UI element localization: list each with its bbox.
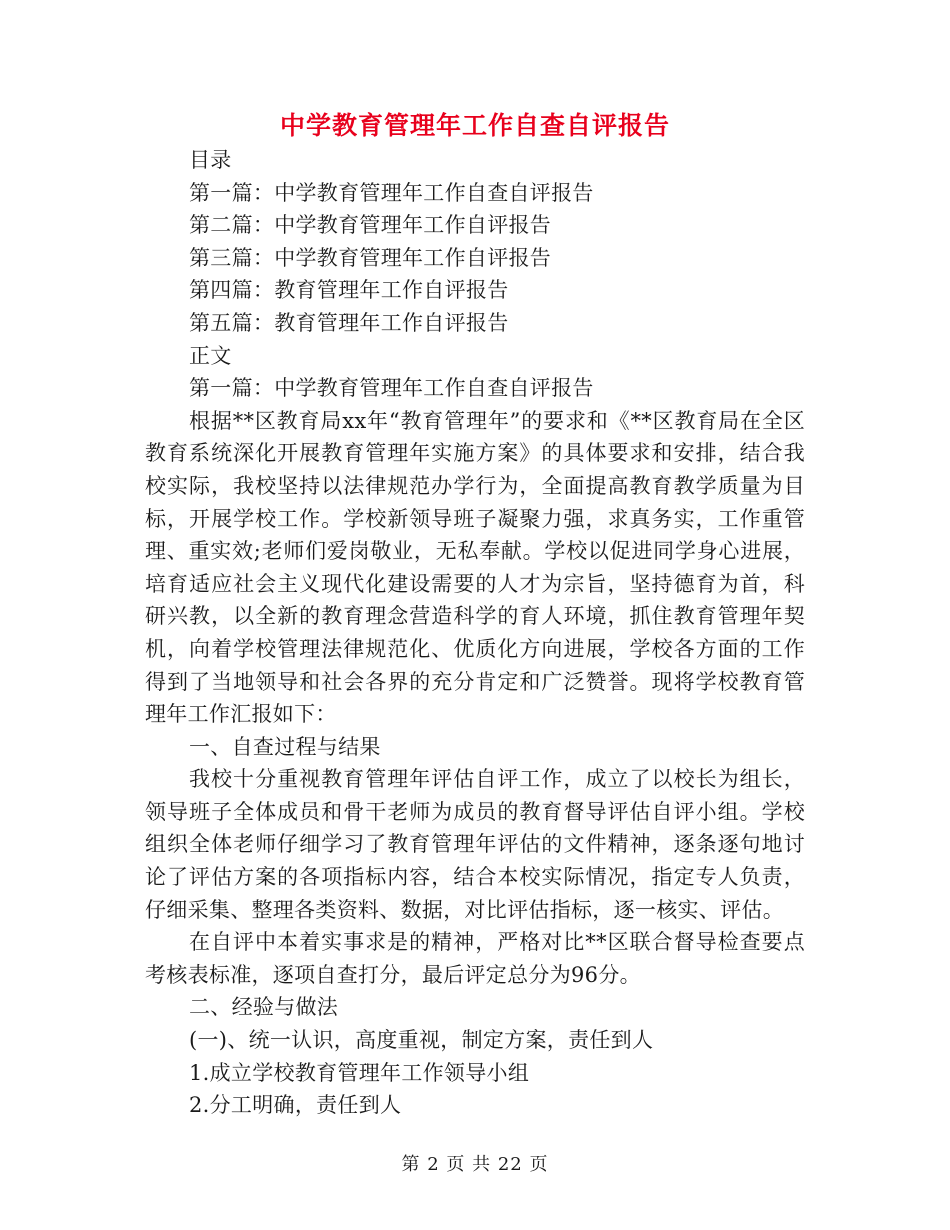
paragraph-intro: 根据**区教育局xx年“教育管理年”的要求和《**区教育局在全区教育系统深化开展教育管理年实施方案》的具体要求和安排，结合我校实际，我校坚持以法律规范办学行为，全面提高教育教学质量为目标，开展学校工作。学校新领导班子凝聚力强，求真务实，工作重管理、重实效;老师们爱岗敬业，无私奉献。学校以促进同学身心进展，培育适应社会主义现代化建设需要的人才为宗旨，坚持德育为首，科研兴教，以全新的教育理念营造科学的育人环境，抓住教育管理年契机，向着学校管理法律规范化、优质化方向进展，学校各方面的工作得到了当地领导和社会各界的充分肯定和广泛赞誉。现将学校教育管理年工作汇报如下： [145,408,805,727]
toc-heading: 目录 [189,148,232,172]
list-item-1: 1.成立学校教育管理年工作领导小组 [189,1060,530,1085]
toc-item-1: 第一篇：中学教育管理年工作自查自评报告 [189,180,594,205]
toc-item-5: 第五篇：教育管理年工作自评报告 [189,310,509,335]
toc-item-2: 第二篇：中学教育管理年工作自评报告 [189,213,552,238]
chapter-title: 第一篇：中学教育管理年工作自查自评报告 [189,376,594,401]
list-item-2: 2.分工明确，责任到人 [189,1093,402,1118]
paragraph-self-check: 我校十分重视教育管理年评估自评工作，成立了以校长为组长，领导班子全体成员和骨干老师为成员的教育督导评估自评小组。学校组织全体老师仔细学习了教育管理年评估的文件精神，逐条逐句地讨论了评估方案的各项指标内容，结合本校实际情况，指定专人负责，仔细采集、整理各类资料、数据，对比评估指标，逐一核实、评估。 [145,767,805,922]
document-title: 中学教育管理年工作自查自评报告 [279,111,670,140]
page-number-footer: 第 2 页 共 22 页 [401,1154,549,1175]
body-heading: 正文 [189,343,232,368]
paragraph-score: 在自评中本着实事求是的精神，严格对比**区联合督导检查要点考核表标准，逐项自查打分，最后评定总分为96分。 [145,930,805,987]
toc-item-4: 第四篇：教育管理年工作自评报告 [189,278,509,303]
document-body [145,144,805,1122]
section-heading-1: 一、自查过程与结果 [189,734,381,759]
subsection-heading-1: (一)、统一认识，高度重视，制定方案，责任到人 [189,1028,654,1053]
toc-item-3: 第三篇：中学教育管理年工作自评报告 [189,245,552,270]
section-heading-2: 二、经验与做法 [189,995,339,1020]
